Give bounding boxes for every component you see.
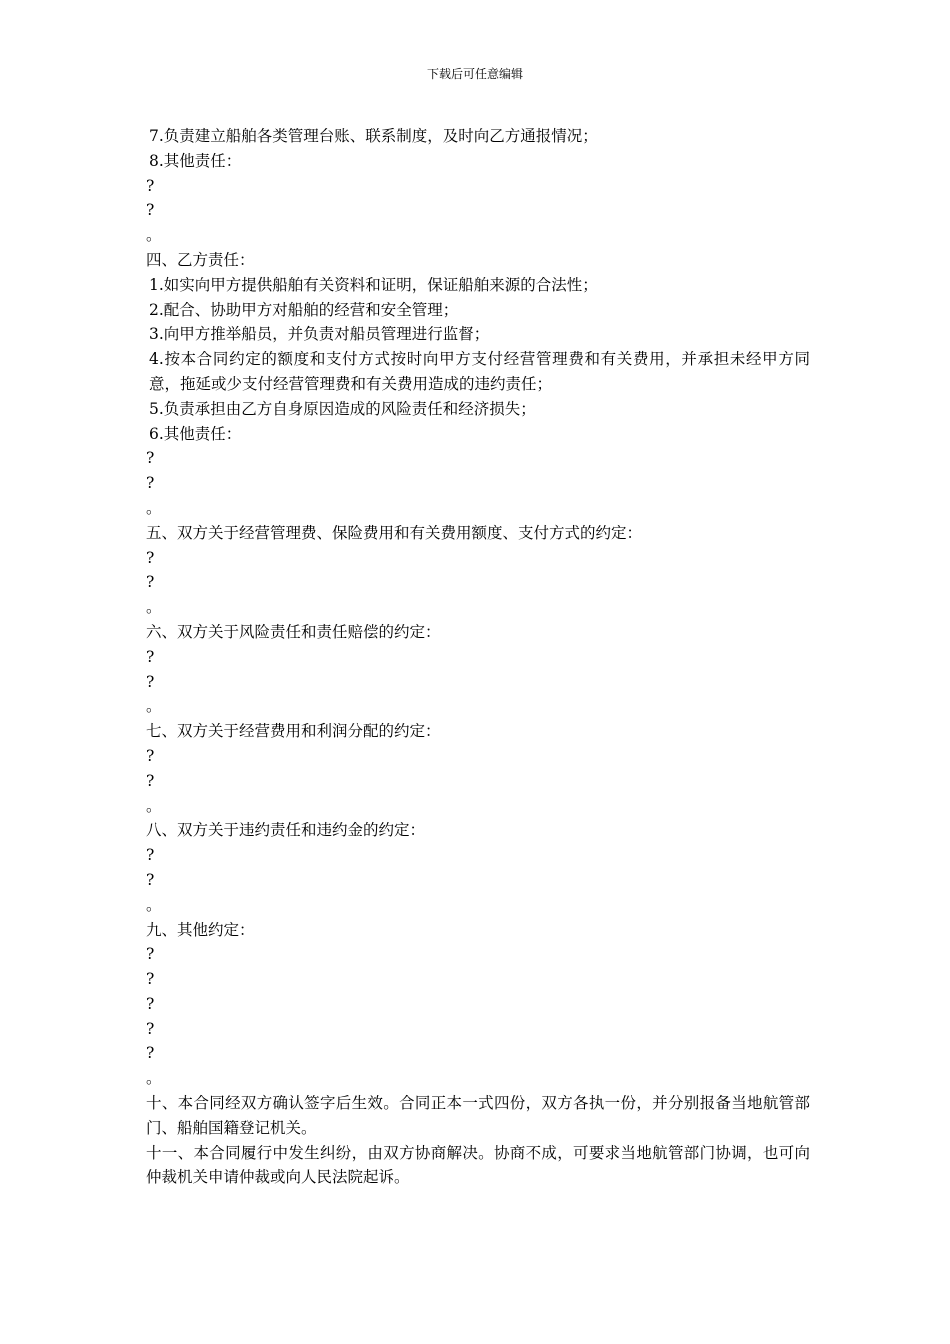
blank-placeholder-line: ? xyxy=(146,1019,155,1038)
blank-placeholder-line: ? xyxy=(146,846,155,865)
blank-placeholder-line: ? xyxy=(146,870,155,889)
text-line: 七、双方关于经营费用和利润分配的约定： xyxy=(146,722,441,741)
blank-placeholder-line: ? xyxy=(146,474,155,493)
blank-end-mark: 。 xyxy=(146,598,162,617)
text-line: 5.负责承担由乙方自身原因造成的风险责任和经济损失； xyxy=(149,399,536,418)
blank-placeholder-line: ? xyxy=(146,647,155,666)
blank-end-mark: 。 xyxy=(146,498,162,517)
blank-placeholder-line: ? xyxy=(146,746,155,765)
blank-end-mark: 。 xyxy=(146,1069,162,1088)
clause-paragraph: 十、本合同经双方确认签字后生效。合同正本一式四份，双方各执一份，并分别报备当地航管部门、船舶国籍登记机关。 xyxy=(146,1094,810,1137)
blank-placeholder-line: ? xyxy=(146,945,155,964)
clause-paragraph: 十一、本合同履行中发生纠纷，由双方协商解决。协商不成，可要求当地航管部门协调，也可向仲裁机关申请仲裁或向人民法院起诉。 xyxy=(146,1143,810,1187)
text-line: 3.向甲方推举船员，并负责对船员管理进行监督； xyxy=(149,325,490,344)
text-line: 2.配合、协助甲方对船舶的经营和安全管理； xyxy=(149,300,459,319)
page-header: 下载后可任意编辑 xyxy=(426,67,523,81)
blank-placeholder-line: ? xyxy=(146,994,155,1013)
blank-placeholder-line: ? xyxy=(146,548,155,567)
blank-end-mark: 。 xyxy=(146,895,162,914)
text-line: 九、其他约定： xyxy=(146,920,255,939)
blank-placeholder-line: ? xyxy=(146,771,155,790)
blank-placeholder-line: ? xyxy=(146,1044,155,1063)
text-line: 八、双方关于违约责任和违约金的约定： xyxy=(146,821,426,840)
text-line: 四、乙方责任： xyxy=(146,250,255,269)
blank-end-mark: 。 xyxy=(146,226,162,245)
blank-placeholder-line: ? xyxy=(146,573,155,592)
blank-placeholder-line: ? xyxy=(146,672,155,691)
blank-placeholder-line: ? xyxy=(146,449,155,468)
blank-end-mark: 。 xyxy=(146,796,162,815)
blank-placeholder-line: ? xyxy=(146,176,155,195)
blank-end-mark: 。 xyxy=(146,697,162,716)
text-line: 五、双方关于经营管理费、保险费用和有关费用额度、支付方式的约定： xyxy=(146,523,643,542)
document-body xyxy=(146,124,810,1190)
text-line: 1.如实向甲方提供船舶有关资料和证明，保证船舶来源的合法性； xyxy=(149,275,598,294)
blank-placeholder-line: ? xyxy=(146,970,155,989)
text-line: 7.负责建立船舶各类管理台账、联系制度，及时向乙方通报情况； xyxy=(149,127,598,145)
text-line: 六、双方关于风险责任和责任赔偿的约定： xyxy=(146,622,441,641)
text-line: 8.其他责任： xyxy=(149,151,242,170)
blank-placeholder-line: ? xyxy=(146,201,155,220)
text-line: 6.其他责任： xyxy=(149,424,242,443)
clause-paragraph: 4.按本合同约定的额度和支付方式按时向甲方支付经营管理费和有关费用，并承担未经甲方同意，拖延或少支付经营管理费和有关费用造成的违约责任； xyxy=(149,350,810,393)
